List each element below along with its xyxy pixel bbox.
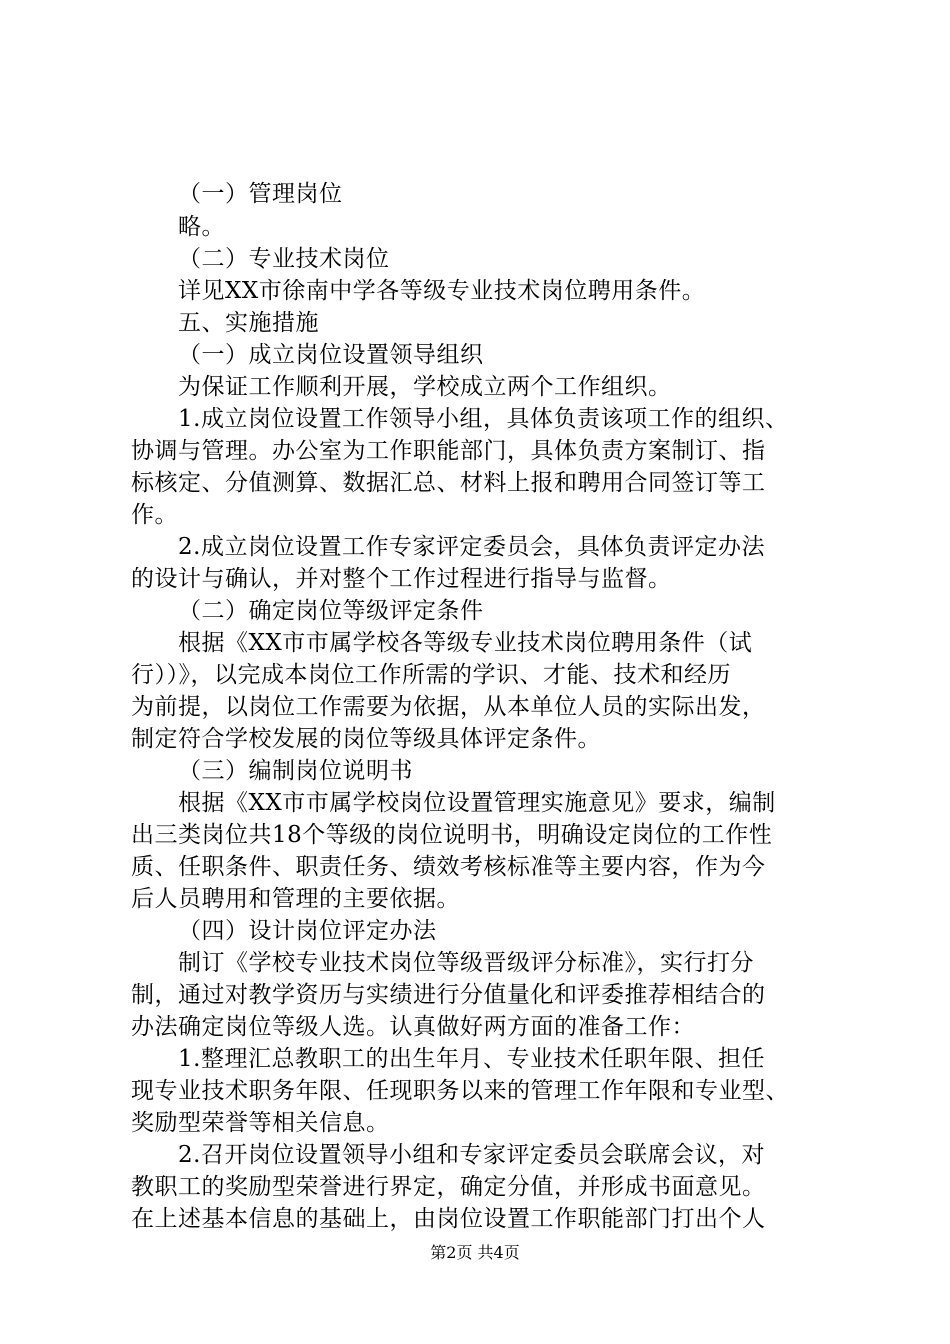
text-line: 详见XX市徐南中学各等级专业技术岗位聘用条件。: [178, 278, 706, 304]
text-line: 根据《XX市市属学校各等级专业技术岗位聘用条件（试: [178, 630, 753, 656]
heading-technical-posts: （二）专业技术岗位: [178, 246, 390, 272]
text-line: 制，通过对教学资历与实绩进行分值量化和评委推荐相结合的: [131, 982, 766, 1008]
text-line: 1.整理汇总教职工的出生年月、专业技术任职年限、担任: [178, 1046, 765, 1072]
text-line: 制订《学校专业技术岗位等级晋级评分标准》，实行打分: [178, 950, 754, 976]
text-line: 出三类岗位共18个等级的岗位说明书，明确设定岗位的工作性: [131, 822, 773, 848]
text-line: 办法确定岗位等级人选。认真做好两方面的准备工作：: [131, 1014, 695, 1040]
text-line: 行））》，以完成本岗位工作所需的学识、才能、技术和经历: [131, 662, 731, 688]
subheading: （一）成立岗位设置领导组织: [178, 342, 484, 368]
subheading: （二）确定岗位等级评定条件: [178, 598, 484, 624]
text-line: 奖励型荣誉等相关信息。: [131, 1110, 390, 1136]
text-line: 2.召开岗位设置领导小组和专家评定委员会联席会议，对: [178, 1142, 765, 1168]
page-footer: 第2页 共4页: [430, 1243, 520, 1262]
text-line: 为前提，以岗位工作需要为依据，从本单位人员的实际出发，: [131, 694, 766, 720]
text-line: 协调与管理。办公室为工作职能部门，具体负责方案制订、指: [131, 438, 766, 464]
text-line: 教职工的奖励型荣誉进行界定，确定分值，并形成书面意见。: [131, 1174, 766, 1200]
section-heading-measures: 五、实施措施: [178, 310, 319, 336]
subheading: （三）编制岗位说明书: [178, 758, 413, 784]
text-line: 2.成立岗位设置工作专家评定委员会，具体负责评定办法: [178, 534, 765, 560]
text-line: 作。: [131, 502, 178, 528]
text-line: 后人员聘用和管理的主要依据。: [131, 886, 460, 912]
text-line: 制定符合学校发展的岗位等级具体评定条件。: [131, 726, 601, 752]
text-line: 质、任职条件、职责任务、绩效考核标准等主要内容，作为今: [131, 854, 766, 880]
text-line: 1.成立岗位设置工作领导小组，具体负责该项工作的组织、: [178, 406, 789, 432]
subheading: （四）设计岗位评定办法: [178, 918, 437, 944]
text-line: 为保证工作顺利开展，学校成立两个工作组织。: [178, 374, 672, 400]
heading-management-posts: （一）管理岗位: [178, 181, 343, 207]
text-line: 标核定、分值测算、数据汇总、材料上报和聘用合同签订等工: [131, 470, 766, 496]
text-line: 现专业技术职务年限、任现职务以来的管理工作年限和专业型、: [131, 1078, 789, 1104]
text-line: 的设计与确认，并对整个工作过程进行指导与监督。: [131, 566, 672, 592]
text-line: 在上述基本信息的基础上，由岗位设置工作职能部门打出个人: [131, 1206, 766, 1232]
text-line: 根据《XX市市属学校岗位设置管理实施意见》要求，编制: [178, 790, 776, 816]
text-line: 略。: [178, 214, 225, 240]
